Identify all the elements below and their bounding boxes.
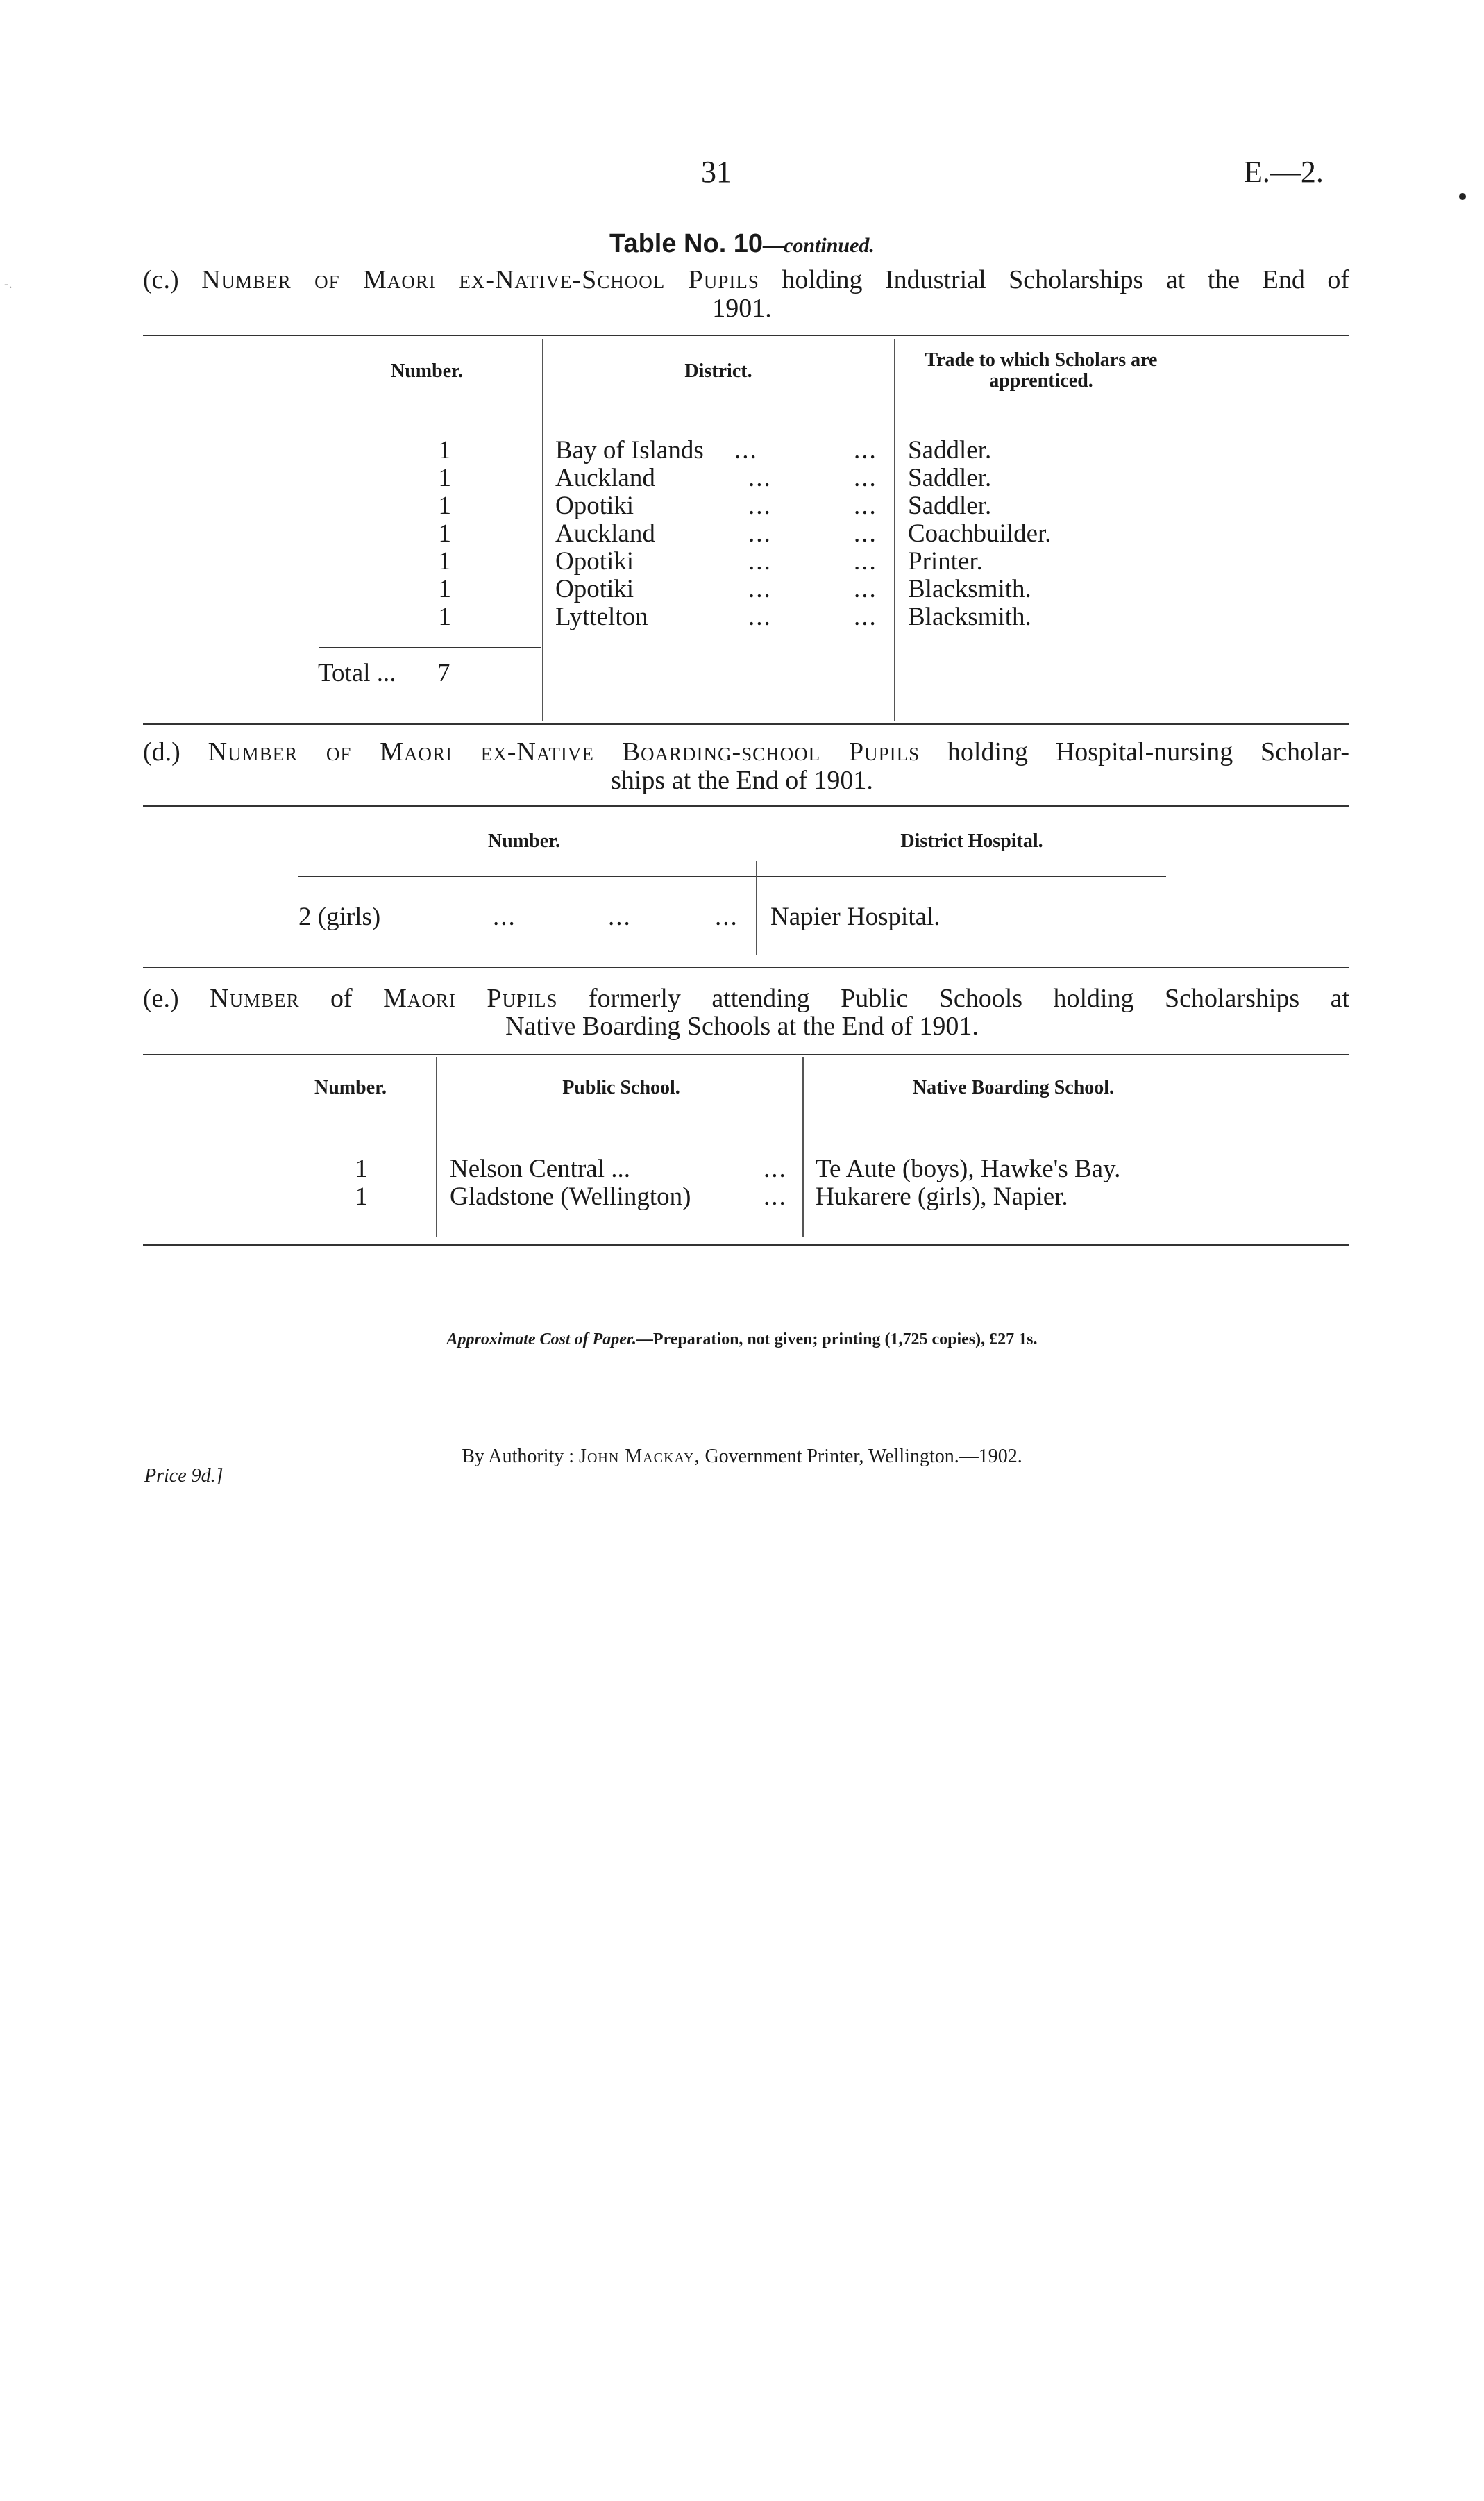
cost-of-paper-label: Approximate Cost of Paper.	[446, 1330, 636, 1348]
section-c-row-1-trade: Saddler.	[908, 436, 992, 465]
section-c-total-value: 7	[437, 659, 450, 687]
section-c-row-6-district: Opotiki	[555, 575, 634, 603]
section-c-row-5-leader-b: ...	[854, 547, 877, 576]
section-e-col-divider-2	[802, 1057, 804, 1237]
section-d-prefix: (d.)	[143, 737, 180, 767]
section-c-row-5-number: 1	[438, 547, 451, 576]
section-d-leader-a: ...	[493, 903, 516, 931]
section-e-prefix: (e.)	[143, 984, 179, 1013]
section-c-caption-rest: holding Industrial Scholarships at the End of	[782, 265, 1350, 294]
section-c-caption	[143, 266, 1349, 294]
margin-dot	[1459, 193, 1466, 200]
section-c-row-5-leader-a: ...	[748, 547, 772, 576]
section-c-row-2-leader-b: ...	[854, 464, 877, 492]
section-e-caption	[143, 985, 1349, 1012]
section-d-col-divider	[756, 861, 757, 955]
section-c-row-3-leader-b: ...	[854, 492, 877, 520]
section-c-row-1-leader-a: ...	[734, 436, 758, 465]
section-c-row-4-leader-a: ...	[748, 519, 772, 548]
section-d-bottom-rule	[143, 967, 1349, 968]
section-e-row-1-public-school: Nelson Central ...	[450, 1155, 630, 1183]
table-title-label: Table No. 10	[609, 229, 764, 258]
section-e-bottom-rule	[143, 1244, 1349, 1246]
section-c-row-1-district: Bay of Islands	[555, 436, 704, 465]
section-c-prefix: (c.)	[143, 265, 179, 294]
section-e-row-2-leader: ...	[764, 1182, 787, 1211]
section-c-row-1-leader-b: ...	[854, 436, 877, 465]
section-c-row-3-district: Opotiki	[555, 492, 634, 520]
section-e-row-1-number: 1	[355, 1155, 368, 1183]
section-c-top-rule	[143, 335, 1349, 336]
section-c-row-7-number: 1	[438, 603, 451, 631]
section-e-caption-sc-3: Pupils	[487, 984, 558, 1013]
section-e-caption-sc-2: Maori	[383, 984, 456, 1013]
section-d-row-number: 2 (girls)	[298, 903, 381, 931]
section-e-row-2-number: 1	[355, 1182, 368, 1211]
section-c-row-4-trade: Coachbuilder.	[908, 519, 1052, 548]
section-c-row-6-leader-a: ...	[748, 575, 772, 603]
section-e-caption-of: of	[330, 984, 353, 1013]
section-c-caption-smallcaps: Number of Maori ex-Native-School Pupils	[201, 265, 759, 294]
section-d-row-hospital: Napier Hospital.	[770, 903, 941, 931]
section-d-top-rule	[143, 805, 1349, 807]
section-e-row-1-boarding-school: Te Aute (boys), Hawke's Bay.	[816, 1155, 1121, 1183]
section-d-header-hospital: District Hospital.	[900, 830, 1043, 852]
page-reference: E.—2.	[1244, 155, 1324, 189]
section-e-caption-line2: Native Boarding Schools at the End of 1901.	[505, 1012, 979, 1041]
price-note: Price 9d.]	[144, 1465, 224, 1487]
cost-of-paper-details: —Preparation, not given; printing (1,725 copies), £27 1s.	[636, 1330, 1038, 1348]
section-e-header-number: Number.	[314, 1077, 387, 1098]
section-d-leader-b: ...	[608, 903, 632, 931]
section-c-row-7-trade: Blacksmith.	[908, 603, 1031, 631]
section-c-row-2-trade: Saddler.	[908, 464, 992, 492]
section-d-leader-c: ...	[715, 903, 739, 931]
section-d-header-number: Number.	[488, 830, 560, 852]
table-title	[0, 229, 1484, 259]
section-c-row-4-district: Auckland	[555, 519, 655, 548]
section-e-top-rule	[143, 1054, 1349, 1055]
section-c-row-6-leader-b: ...	[854, 575, 877, 603]
section-c-row-1-number: 1	[438, 436, 451, 465]
section-c-row-7-leader-b: ...	[854, 603, 877, 631]
page-number: 31	[701, 155, 732, 189]
section-c-header-district: District.	[684, 360, 752, 382]
section-d-caption	[143, 738, 1349, 766]
section-e-header-boarding-school: Native Boarding School.	[912, 1077, 1115, 1098]
section-c-row-3-number: 1	[438, 492, 451, 520]
section-c-row-3-trade: Saddler.	[908, 492, 992, 520]
section-c-row-5-district: Opotiki	[555, 547, 634, 576]
authority-printer-name: John Mackay,	[579, 1446, 700, 1467]
section-c-row-3-leader-a: ...	[748, 492, 772, 520]
section-c-bottom-rule	[143, 723, 1349, 725]
section-c-row-7-district: Lyttelton	[555, 603, 648, 631]
section-e-header-public-school: Public School.	[562, 1077, 680, 1098]
authority-prefix: By Authority :	[462, 1446, 575, 1467]
section-e-caption-sc-1: Number	[210, 984, 300, 1013]
section-e-caption-rest: formerly attending Public Schools holding Scholarships at	[588, 984, 1350, 1013]
section-c-total-rule	[319, 647, 541, 648]
table-title-continued: —continued.	[763, 234, 875, 257]
section-d-caption-line2: ships at the End of 1901.	[611, 766, 873, 795]
section-c-header-trade: Trade to which Scholars are apprenticed.	[925, 349, 1158, 392]
section-c-row-4-leader-b: ...	[854, 519, 877, 548]
section-c-col-divider-2	[894, 339, 895, 721]
section-d-caption-smallcaps: Number of Maori ex-Native Boarding-school Pupils	[208, 737, 920, 767]
section-c-row-5-trade: Printer.	[908, 547, 983, 576]
section-c-row-2-number: 1	[438, 464, 451, 492]
authority-rest: Government Printer, Wellington.—1902.	[705, 1446, 1022, 1467]
section-e-row-2-public-school: Gladstone (Wellington)	[450, 1182, 691, 1211]
section-c-total-label: Total ...	[318, 659, 396, 687]
section-c-row-2-district: Auckland	[555, 464, 655, 492]
section-c-row-6-number: 1	[438, 575, 451, 603]
cost-of-paper-note	[0, 1330, 1484, 1349]
section-e-row-1-leader: ...	[764, 1155, 787, 1183]
section-d-caption-rest: holding Hospital-nursing Scholar-	[947, 737, 1350, 767]
section-c-caption-year: 1901.	[712, 294, 772, 323]
section-c-row-7-leader-a: ...	[748, 603, 772, 631]
section-e-row-2-boarding-school: Hukarere (girls), Napier.	[816, 1182, 1068, 1211]
section-c-row-4-number: 1	[438, 519, 451, 548]
section-c-header-number: Number.	[391, 360, 463, 382]
margin-mark: -.	[4, 276, 12, 292]
section-d-header-rule	[298, 876, 1166, 877]
section-c-col-divider-1	[542, 339, 543, 721]
section-c-row-6-trade: Blacksmith.	[908, 575, 1031, 603]
section-c-row-2-leader-a: ...	[748, 464, 772, 492]
